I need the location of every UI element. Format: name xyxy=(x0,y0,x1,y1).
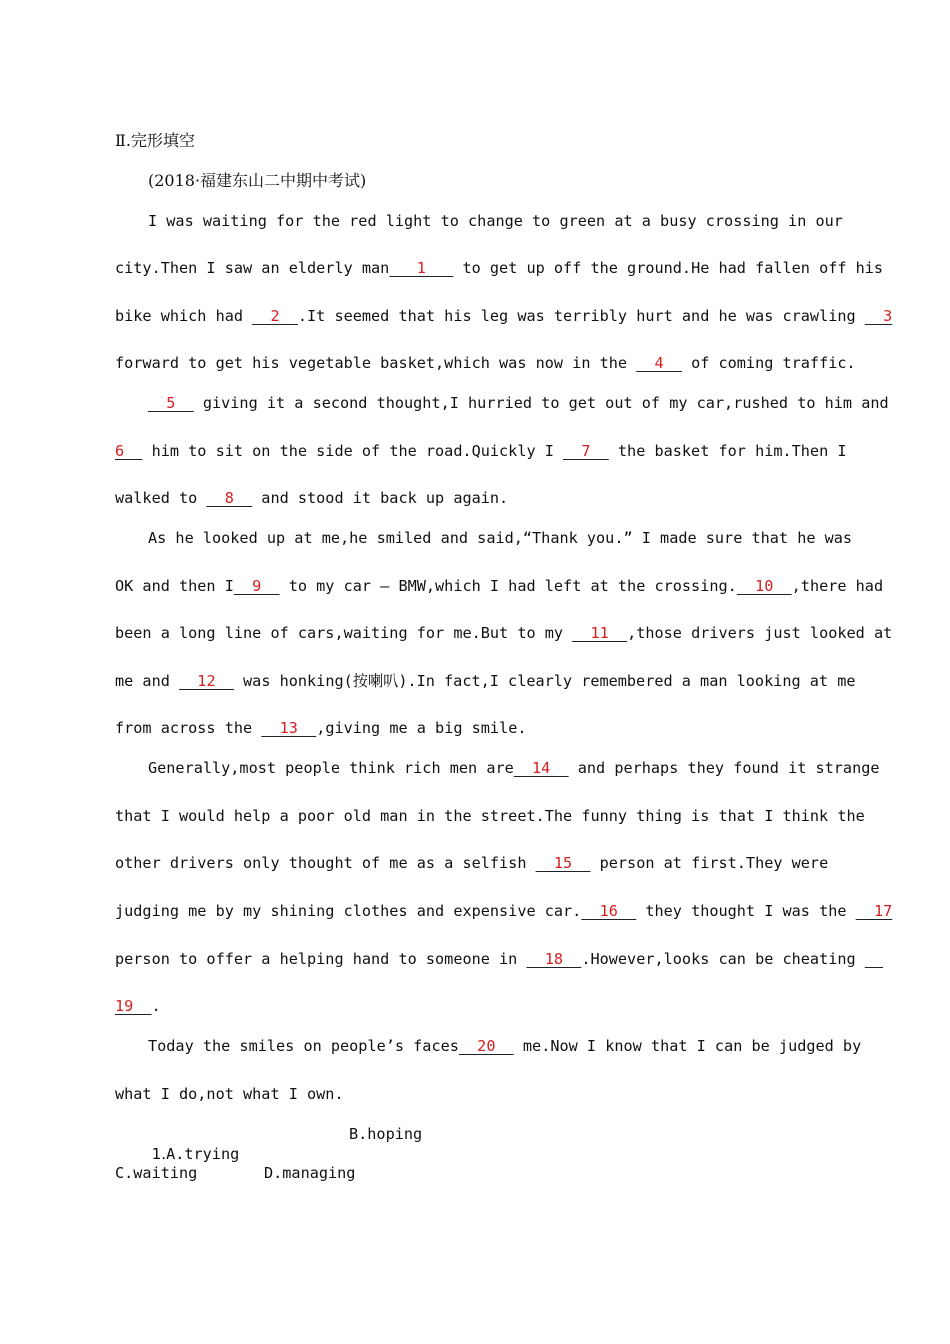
passage-line xyxy=(115,806,865,826)
blank-13: 13 xyxy=(261,719,317,737)
passage-text: bike which had xyxy=(115,307,253,325)
blank-14: 14 xyxy=(513,759,569,777)
blank-18: 18 xyxy=(526,950,582,968)
blank-7: 7 xyxy=(563,442,609,460)
passage-line xyxy=(115,488,508,508)
passage-text: walked to xyxy=(115,489,207,507)
passage-text: other drivers only thought of me as a selfish xyxy=(115,854,536,872)
blank-19: 19 xyxy=(115,997,152,1015)
passage-text: to my car — BMW,which I had left at the crossing. xyxy=(279,577,737,595)
blank-8: 8 xyxy=(206,489,253,507)
passage-text: been a long line of cars,waiting for me.But to my xyxy=(115,624,573,642)
passage-text: city.Then I saw an elderly man xyxy=(115,259,390,277)
blank-6: 6 xyxy=(115,442,143,460)
passage-text: judging me by my shining clothes and expensive car. xyxy=(115,902,582,920)
passage-line xyxy=(115,996,161,1016)
passage-line xyxy=(115,623,892,643)
section-title: Ⅱ.完形填空 xyxy=(115,131,195,150)
passage-line xyxy=(115,718,527,738)
passage-text: they thought I was the xyxy=(636,902,856,920)
passage-text: me.Now I know that I can be judged by xyxy=(513,1037,862,1055)
option-b: B.hoping xyxy=(349,1125,423,1143)
blank-15: 15 xyxy=(535,854,591,872)
passage-text: . xyxy=(151,997,161,1015)
passage-line xyxy=(115,671,856,691)
passage-line xyxy=(115,901,892,921)
blank-16: 16 xyxy=(581,902,637,920)
passage-text: .However,looks can be cheating xyxy=(581,950,865,968)
passage-text: ,those drivers just looked at xyxy=(627,624,893,642)
passage-text: giving it a second thought,I hurried to get out of my car,rushed to him and xyxy=(193,394,889,412)
blank-4: 4 xyxy=(636,354,682,372)
source-note: (2018·福建东山二中期中考试) xyxy=(148,171,367,190)
passage-line xyxy=(115,949,883,969)
option-d: D.managing xyxy=(264,1164,356,1182)
passage-line xyxy=(148,393,889,413)
passage-text: person at first.They were xyxy=(590,854,829,872)
passage-text: that I would help a poor old man in the street.The funny thing is that I think the xyxy=(115,807,865,825)
blank-12: 12 xyxy=(179,672,234,690)
blank-5: 5 xyxy=(148,394,194,412)
passage-text: him to sit on the side of the road.Quickly I xyxy=(142,442,564,460)
passage-line xyxy=(115,306,892,326)
passage-text: As he looked up at me,he smiled and said,“Thank you.” I made sure that he was xyxy=(148,529,853,547)
passage-line xyxy=(148,758,880,778)
blank-9: 9 xyxy=(233,577,280,595)
passage-text: ,there had xyxy=(791,577,884,595)
blank-19-start xyxy=(865,950,883,968)
passage-text: was honking(按喇叭).In fact,I clearly remembered a man looking at me xyxy=(233,672,856,690)
passage-line xyxy=(115,441,847,461)
passage-text: person to offer a helping hand to someone in xyxy=(115,950,527,968)
passage-text: .It seemed that his leg was terribly hurt and he was crawling xyxy=(297,307,865,325)
blank-11: 11 xyxy=(572,624,628,642)
passage-text: the basket for him.Then I xyxy=(608,442,847,460)
passage-text: from across the xyxy=(115,719,262,737)
passage-text: of coming traffic. xyxy=(681,354,856,372)
option-a: A.trying xyxy=(166,1145,240,1163)
passage-line xyxy=(148,1036,861,1056)
passage-line xyxy=(148,528,852,548)
passage-line xyxy=(115,576,883,596)
passage-text: Today the smiles on people’s faces xyxy=(148,1037,459,1055)
passage-text: and stood it back up again. xyxy=(252,489,509,507)
passage-line xyxy=(115,353,856,373)
passage-text: me and xyxy=(115,672,180,690)
blank-20: 20 xyxy=(458,1037,514,1055)
passage-text: Generally,most people think rich men are xyxy=(148,759,514,777)
blank-3: 3 xyxy=(864,307,893,325)
passage-line xyxy=(148,211,843,231)
passage-text: and perhaps they found it strange xyxy=(568,759,880,777)
passage-line xyxy=(115,1084,344,1104)
passage-text: forward to get his vegetable basket,which was now in the xyxy=(115,354,637,372)
question-number: 1. xyxy=(151,1145,167,1163)
blank-1: 1 xyxy=(389,259,454,277)
option-c: C.waiting xyxy=(115,1164,198,1182)
blank-17: 17 xyxy=(855,902,893,920)
passage-text: what I do,not what I own. xyxy=(115,1085,344,1103)
passage-line xyxy=(115,258,883,278)
blank-2: 2 xyxy=(252,307,298,325)
blank-10: 10 xyxy=(736,577,792,595)
passage-line xyxy=(115,853,828,873)
passage-text: ,giving me a big smile. xyxy=(316,719,527,737)
passage-text: OK and then I xyxy=(115,577,234,595)
passage-text: to get up off the ground.He had fallen off his xyxy=(453,259,884,277)
passage-text: I was waiting for the red light to change to green at a busy crossing in our xyxy=(148,212,843,230)
